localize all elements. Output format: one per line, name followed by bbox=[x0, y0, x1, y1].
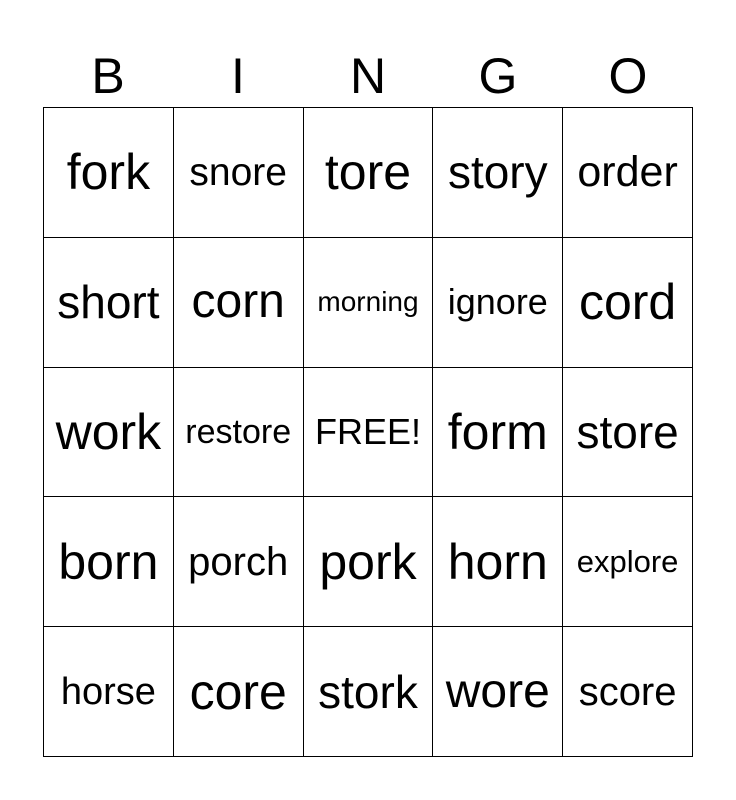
bingo-cell[interactable] bbox=[304, 497, 434, 627]
bingo-cell[interactable] bbox=[433, 238, 563, 368]
cell-word: explore bbox=[576, 544, 679, 580]
bingo-cell[interactable] bbox=[44, 108, 174, 238]
header-letter-n: N bbox=[349, 48, 387, 104]
cell-word: pork bbox=[319, 533, 417, 590]
cell-word: core bbox=[189, 663, 287, 720]
cell-word: corn bbox=[191, 275, 285, 329]
cell-word: story bbox=[447, 146, 548, 199]
bingo-cell[interactable] bbox=[174, 238, 304, 368]
cell-word: wore bbox=[445, 664, 550, 718]
bingo-cell[interactable] bbox=[563, 497, 693, 627]
cell-word: tore bbox=[324, 144, 412, 201]
cell-word: score bbox=[578, 669, 677, 714]
bingo-card bbox=[43, 107, 693, 757]
cell-word: order bbox=[577, 147, 678, 196]
cell-word: form bbox=[447, 403, 548, 460]
cell-word: fork bbox=[66, 144, 151, 201]
cell-word: cord bbox=[578, 274, 677, 331]
bingo-cell[interactable] bbox=[174, 497, 304, 627]
cell-word: ignore bbox=[447, 281, 548, 323]
cell-word: restore bbox=[185, 412, 292, 451]
header-letter-b: B bbox=[91, 48, 125, 104]
cell-word: snore bbox=[189, 150, 287, 194]
bingo-cell[interactable] bbox=[44, 238, 174, 368]
cell-word: store bbox=[576, 405, 679, 458]
cell-word: horse bbox=[60, 670, 156, 713]
free-space-label: FREE! bbox=[314, 410, 421, 452]
bingo-cell[interactable] bbox=[44, 627, 174, 757]
bingo-cell[interactable] bbox=[174, 368, 304, 498]
bingo-cell[interactable] bbox=[174, 627, 304, 757]
cell-word: work bbox=[55, 403, 162, 460]
header-letter-i: I bbox=[231, 48, 245, 104]
bingo-cell[interactable] bbox=[304, 108, 434, 238]
free-space[interactable] bbox=[304, 368, 434, 498]
cell-word: short bbox=[57, 276, 160, 329]
cell-word: morning bbox=[317, 286, 419, 318]
bingo-cell[interactable] bbox=[563, 108, 693, 238]
bingo-cell[interactable] bbox=[433, 497, 563, 627]
bingo-header bbox=[43, 40, 693, 108]
header-letter-o: O bbox=[608, 48, 648, 104]
bingo-cell[interactable] bbox=[174, 108, 304, 238]
cell-word: horn bbox=[447, 533, 548, 590]
bingo-cell[interactable] bbox=[44, 368, 174, 498]
cell-word: stork bbox=[318, 665, 418, 718]
bingo-cell[interactable] bbox=[563, 627, 693, 757]
bingo-cell[interactable] bbox=[563, 368, 693, 498]
bingo-cell[interactable] bbox=[433, 627, 563, 757]
bingo-cell[interactable] bbox=[304, 238, 434, 368]
cell-word: born bbox=[58, 533, 159, 590]
bingo-cell[interactable] bbox=[563, 238, 693, 368]
bingo-cell[interactable] bbox=[44, 497, 174, 627]
bingo-cell[interactable] bbox=[304, 627, 434, 757]
cell-word: porch bbox=[188, 539, 289, 584]
header-letter-g: G bbox=[478, 48, 518, 104]
bingo-cell[interactable] bbox=[433, 368, 563, 498]
bingo-cell[interactable] bbox=[433, 108, 563, 238]
